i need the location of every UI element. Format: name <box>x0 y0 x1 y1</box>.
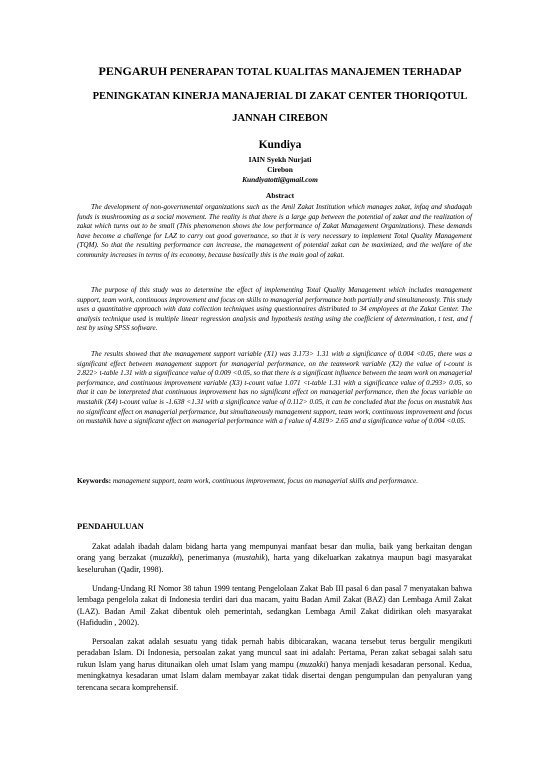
keywords-label: Keywords: <box>77 476 112 485</box>
body-paragraph-2: Undang-Undang RI Nomor 38 tahun 1999 tentang Pengelolaan Zakat Bab III pasal 6 dan pasal 7 menyatakan bahwa lembaga pengelola zakat di Indonesia terdiri dari dua macam, yaitu Badan Amil Zakat (BAZ) dan Lembaga Amil Zakat (LAZ). Badan Amil Zakat dibentuk oleh pemerintah, sedangkan Lembaga Amil Zakat didirikan oleh masyarakat (Hafidudin , 2002). <box>77 584 472 628</box>
abstract-heading: Abstract <box>265 191 295 200</box>
paper-title <box>70 64 490 152</box>
author-institution: IAIN Syekh Nurjati <box>248 155 312 164</box>
abstract-paragraph-2: The purpose of this study was to determine the effect of implementing Total Quality Management which includes management support, team work, continuous improvement and focus on skills to managerial performance both partially and simultaneously. This study uses a quantitative approach with data collection techniques using questionnaires distributed to 34 employees at the Zakat Center. The analysis technique used is multiple linear regression analysis and hypothesis testing using the coefficient of determination, t test, and f test by using SPSS software. <box>77 286 472 333</box>
title-line-3: JANNAH CIREBON <box>232 113 328 124</box>
author-name: Kundiya <box>258 139 302 151</box>
author-city: Cirebon <box>267 165 293 174</box>
section-heading-pendahuluan: PENDAHULUAN <box>77 521 144 531</box>
title-line-1-rest: PENERAPAN TOTAL KUALITAS MANAJEMEN TERHADAP <box>169 67 462 78</box>
title-lead-word: PENGARUH <box>98 64 168 78</box>
body-paragraph-1: Zakat adalah ibadah dalam bidang harta yang mempunyai manfaat besar dan mulia, baik yang berkaitan dengan orang yang berzakat (muzakki), penerimanya (mustahik), harta yang dikeluarkan zakatnya maupun bagi masyarakat keseluruhan (Qadir, 1998). <box>77 542 472 574</box>
author-affiliation <box>70 155 490 185</box>
keywords <box>77 476 472 486</box>
body-paragraph-3: Persoalan zakat adalah sesuatu yang tidak pernah habis dibicarakan, wacana tersebut terus bergulir mengikuti peradaban Islam. Di Indonesia, persoalan zakat yang muncul saat ini adalah: Pertama, Peran zakat sebagai salah satu rukun Islam yang harus ditunaikan oleh umat Islam yang mampu (muzakki) hanya menjadi kesadaran personal. Kedua, meningkatnya kesadaran umat Islam dalam membayar zakat tidak disertai dengan pengumpulan dan penyaluran yang terencana secara komprehensif. <box>77 637 473 692</box>
abstract-paragraph-1: The development of non-governmental organizations such as the Amil Zakat Institution which manages zakat, infaq and shadaqah funds is mushrooming as a social movement. The reality is that there is a large gap between the potential of zakat and the realization of zakat which turns out to be small (This phenomenon shows the low performance of Zakat Management Organizations). These demands have become a challenge for LAZ to carry out good governance, so that it is very necessary to implement Total Quality Management (TQM). So that the resulting performance can increase, the management of potential zakat can be maximized, and the welfare of the community increases in terms of its economy, because basically this is the main goal of zakat. <box>77 203 472 259</box>
title-line-2: PENINGKATAN KINERJA MANAJERIAL DI ZAKAT CENTER THORIQOTUL <box>92 91 468 102</box>
abstract-paragraph-3: The results showed that the management support variable (X1) was 3.173> 1.31 with a significance of 0.004 <0.05, there was a significant effect between management support for managerial performance, on the teamwork variable (X2) the value of t-count is 2.822> t-table 1.31 with a significance value of 0.009 <0.05, so that there is a significant influence between the team work on managerial performance, and continuous improvement variable (X3) t-count value 1.071 <t-table 1.31 with a significance value of 0.293> 0.05, so that it can be interpreted that continuous improvement has no significant effect on managerial performance, then the focus variable on mustahik (X4) t-count value is -1.638 <1.31 with a significance value of 0.112> 0.05, it can be concluded that the focus on mustahik has no significant effect on managerial performance, but simultaneously management support, team work, continuous improvement and focus on mustahik have a significant effect on managerial performance with a f value of 4.819> 2.65 and a significance value of 0.004 <0.05. <box>77 350 472 426</box>
keywords-text: management support, team work, continuous improvement, focus on managerial skills and performance. <box>112 476 419 485</box>
author-email: Kundiyatotti@gmail.com <box>242 175 318 184</box>
title-line-1 <box>70 64 490 80</box>
